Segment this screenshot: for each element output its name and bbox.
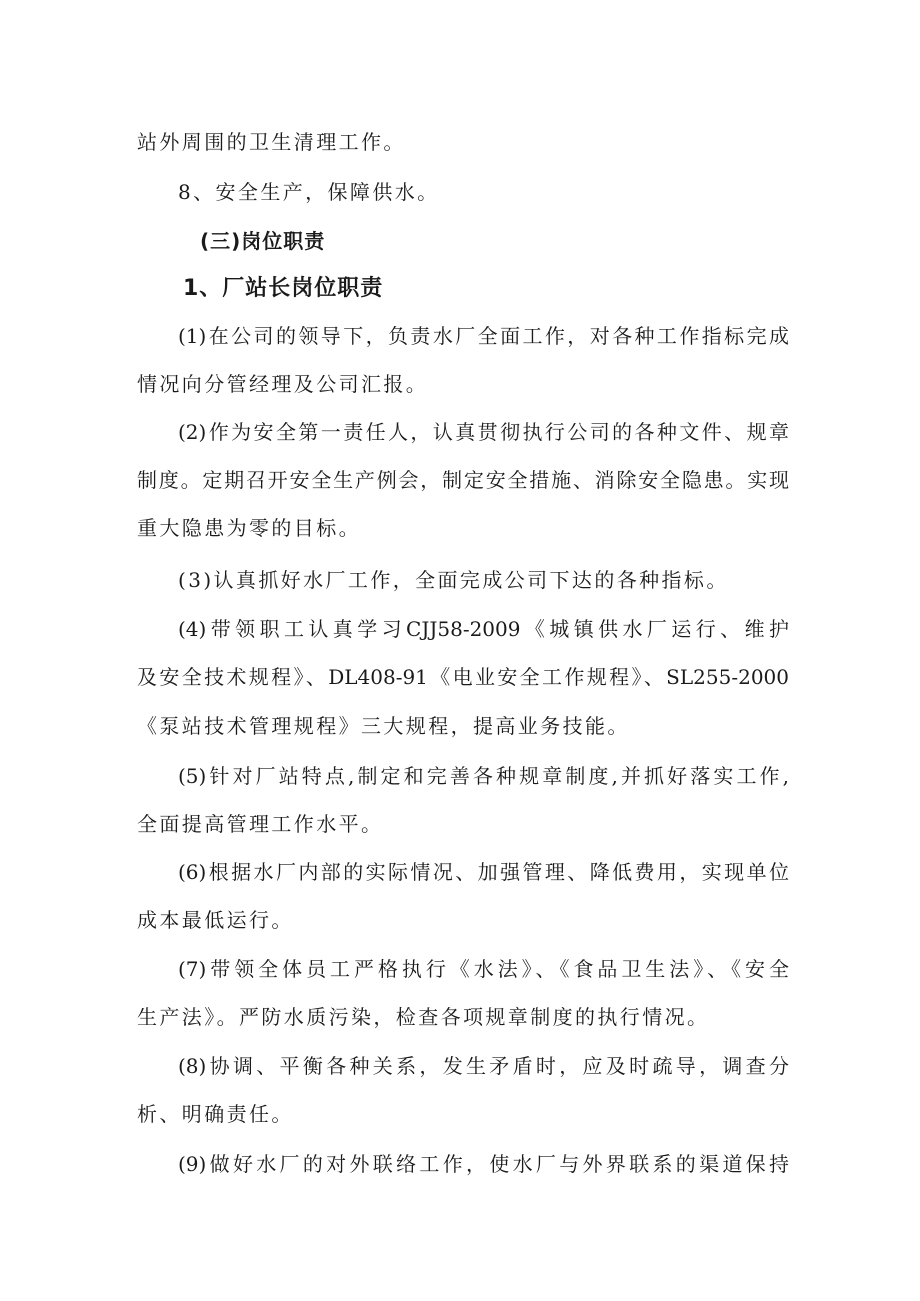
paragraph-line: 全面提高管理工作水平。 xyxy=(137,812,384,836)
paragraph-line: 生产法》。严防水质污染，检查各项规章制度的执行情况。 xyxy=(137,1005,710,1029)
section-heading-3: (三)岗位职责 xyxy=(200,229,326,253)
paragraph-line: 及安全技术规程》、DL408-91《电业安全工作规程》、SL255-2000 xyxy=(137,665,789,689)
paragraph-line: 成本最低运行。 xyxy=(137,908,294,932)
paragraph-line: 《泵站技术管理规程》三大规程，提高业务技能。 xyxy=(137,714,630,738)
paragraph-line: (6)根据水厂内部的实际情况、加强管理、降低费用，实现单位 xyxy=(178,860,789,884)
paragraph-line: (2)作为安全第一责任人，认真贯彻执行公司的各种文件、规章 xyxy=(178,420,789,444)
paragraph-line: 站外周围的卫生清理工作。 xyxy=(137,130,406,154)
paragraph-line: 制度。定期召开安全生产例会，制定安全措施、消除安全隐患。实现 xyxy=(137,468,789,492)
paragraph-line: 析、明确责任。 xyxy=(137,1102,294,1126)
paragraph-line: (4)带领职工认真学习CJJ58-2009《城镇供水厂运行、维护 xyxy=(178,617,789,641)
paragraph-line: 情况向分管经理及公司汇报。 xyxy=(137,372,429,396)
paragraph-line: (1)在公司的领导下，负责水厂全面工作，对各种工作指标完成 xyxy=(178,324,789,348)
paragraph-line: (9)做好水厂的对外联络工作，使水厂与外界联系的渠道保持 xyxy=(178,1152,789,1176)
paragraph-line: 重大隐患为零的目标。 xyxy=(137,516,361,540)
paragraph-line: (5)针对厂站特点,制定和完善各种规章制度,并抓好落实工作, xyxy=(178,764,789,788)
subsection-heading-1: 1、厂站长岗位职责 xyxy=(183,276,384,301)
paragraph-line: (3)认真抓好水厂工作，全面完成公司下达的各种指标。 xyxy=(178,568,729,592)
paragraph-line: (7)带领全体员工严格执行《水法》、《食品卫生法》、《安全 xyxy=(178,957,789,981)
list-item-8: 8、安全生产，保障供水。 xyxy=(178,180,440,204)
paragraph-line: (8)协调、平衡各种关系，发生矛盾时，应及时疏导，调查分 xyxy=(178,1054,789,1078)
